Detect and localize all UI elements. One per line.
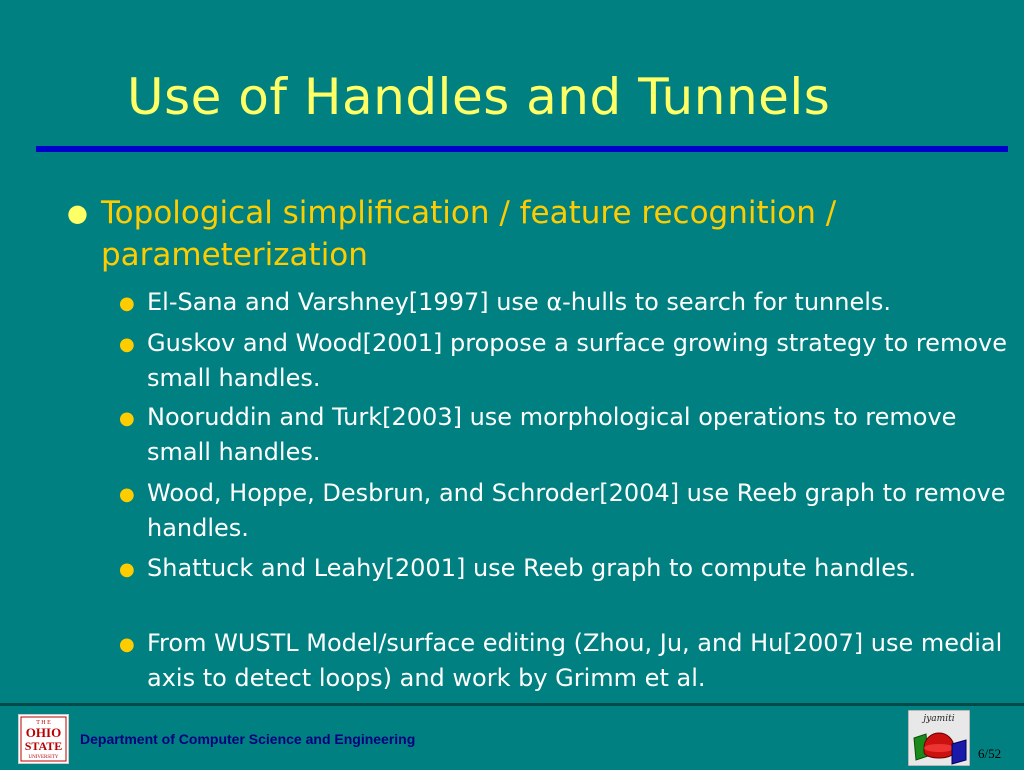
sub-bullet-text: Nooruddin and Turk[2003] use morphological operations to remove small handles. xyxy=(147,403,957,466)
bullet-icon: ● xyxy=(119,334,135,355)
sub-bullet xyxy=(119,551,1017,586)
bullet-icon: ● xyxy=(119,484,135,505)
sub-bullet-text: El-Sana and Varshney[1997] use α-hulls to search for tunnels. xyxy=(147,288,892,316)
bullet-icon: ● xyxy=(67,199,88,227)
sub-bullet xyxy=(119,326,1017,396)
ohio-state-logo-icon xyxy=(19,715,68,763)
svg-text:UNIVERSITY: UNIVERSITY xyxy=(28,755,59,760)
page-number: 6/52 xyxy=(978,746,1002,761)
main-bullet-text: Topological simplification / feature recognition / parameterization xyxy=(101,195,837,273)
sub-bullet-text: Shattuck and Leahy[2001] use Reeb graph to compute handles. xyxy=(147,554,917,582)
bullet-icon: ● xyxy=(119,408,135,429)
sub-bullet xyxy=(119,400,1017,470)
bullet-icon: ● xyxy=(119,634,135,655)
sub-bullet-text: From WUSTL Model/surface editing (Zhou, Ju, and Hu[2007] use medial axis to detect loops) and work by Grimm et al. xyxy=(147,629,1003,692)
slide-title: Use of Handles and Tunnels xyxy=(127,68,831,126)
jyamiti-logo-icon xyxy=(908,710,970,766)
sub-bullet-text: Wood, Hoppe, Desbrun, and Schroder[2004] use Reeb graph to remove handles. xyxy=(147,479,1006,542)
bullet-icon: ● xyxy=(119,559,135,580)
svg-text:T H E: T H E xyxy=(36,720,51,726)
bullet-icon: ● xyxy=(119,293,135,314)
svg-text:OHIO: OHIO xyxy=(25,725,62,740)
sub-bullet xyxy=(119,626,1017,696)
sub-bullet-text: Guskov and Wood[2001] propose a surface growing strategy to remove small handles. xyxy=(147,329,1007,392)
svg-text:STATE: STATE xyxy=(24,739,63,753)
svg-text:jyamiti: jyamiti xyxy=(923,714,955,724)
main-bullet xyxy=(67,192,981,276)
sub-bullet xyxy=(119,285,1017,320)
title-divider xyxy=(36,146,1008,152)
department-name: Department of Computer Science and Engineering xyxy=(80,731,416,747)
ohio-state-logo xyxy=(18,714,69,764)
sub-bullet xyxy=(119,476,1017,546)
jyamiti-logo xyxy=(908,710,970,766)
footer-divider xyxy=(0,703,1024,706)
